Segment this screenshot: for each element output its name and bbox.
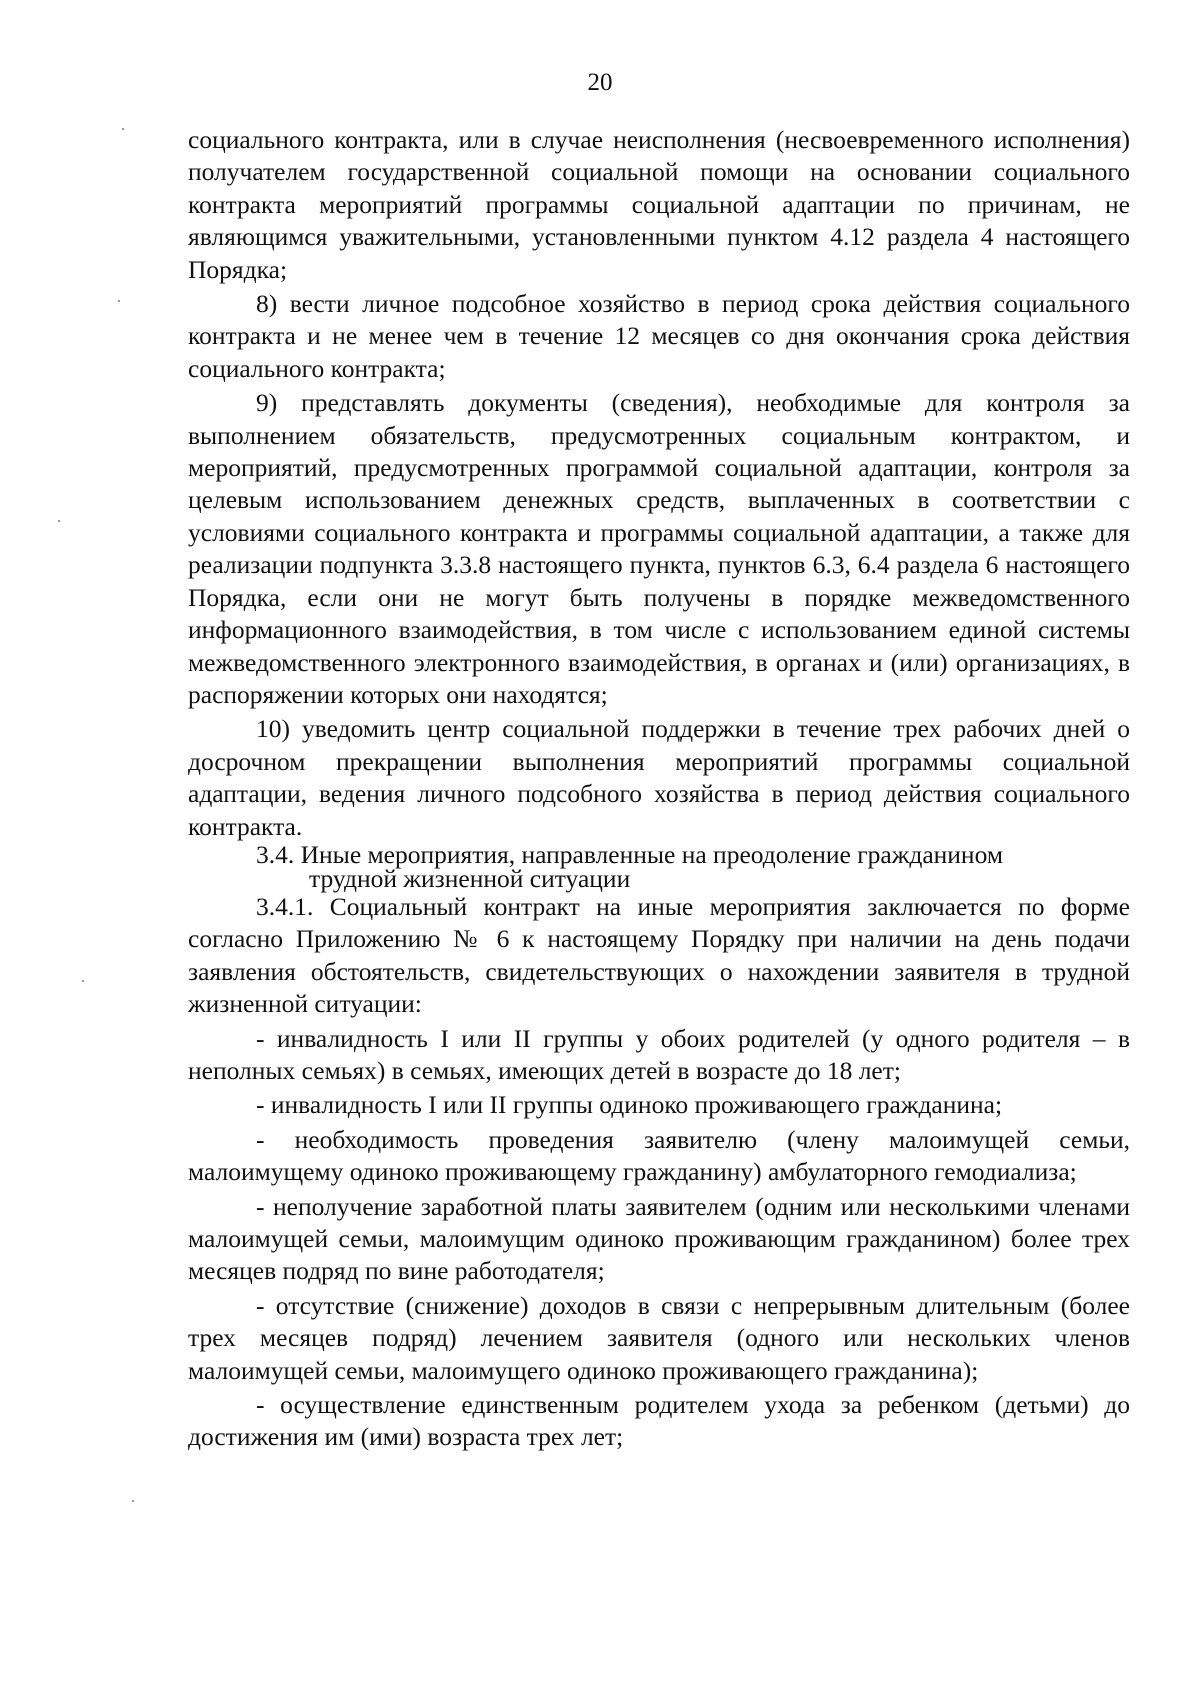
paragraph-item-9: 9) представлять документы (сведения), необходимые для контроля за выполнением обязательств, предусмотренных социальным контрактом, и мероприятий, предусмотренных программой социальной адаптации, контроля за целевым использованием денежных средств, выплаченных в соответствии с условиями социального контракта и программы социальной адаптации, а также для реализации подпункта 3.3.8 настоящего пункта, пунктов 6.3, 6.4 раздела 6 настоящего Порядка, если они не могут быть получены в порядке межведомственного информационного взаимодействия, в том числе с использованием единой системы межведомственного электронного взаимодействия, в органах и (или) организациях, в распоряжении которых они находятся;: [188, 388, 1130, 709]
scan-speck: [132, 1500, 134, 1502]
list-item: - необходимость проведения заявителю (члену малоимущей семьи, малоимущему одиноко проживающему гражданину) амбулаторного гемодиализа;: [188, 1124, 1130, 1187]
list-item: - инвалидность I или II группы одиноко проживающего гражданина;: [256, 1090, 1003, 1120]
page-number: 20: [587, 69, 613, 96]
list-item: - отсутствие (снижение) доходов в связи с непрерывным длительным (более трех месяцев подряд) лечением заявителя (одного или нескольких членов малоимущей семьи, малоимущего одиноко проживающего гражданина);: [188, 1290, 1130, 1385]
paragraph-continuation: социального контракта, или в случае неисполнения (несвоевременного исполнения) получателем государственной социальной помощи на основании социального контракта мероприятий программы социальной адаптации по причинам, не являющимся уважительными, установленными пунктом 4.12 раздела 4 настоящего Порядка;: [188, 125, 1130, 284]
scan-speck: [122, 128, 124, 130]
list-item: - осуществление единственным родителем ухода за ребенком (детьми) до достижения им (ими) возраста трех лет;: [188, 1390, 1130, 1452]
section-heading: [188, 839, 1130, 893]
document-body: [188, 124, 1130, 1454]
scan-speck: [58, 520, 60, 522]
list-item: - инвалидность I или II группы у обоих родителей (у одного родителя – в неполных семьях) в семьях, имеющих детей в возрасте до 18 лет;: [188, 1023, 1130, 1085]
section-intro: 3.4.1. Социальный контракт на иные мероприятия заключается по форме согласно Приложению № 6 к настоящему Порядку при наличии на день подачи заявления обстоятельств, свидетельствующих о нахождении заявителя в трудной жизненной ситуации:: [188, 891, 1130, 1019]
scan-speck: [118, 300, 120, 302]
paragraph-item-10: 10) уведомить центр социальной поддержки в течение трех рабочих дней о досрочном прекращении выполнения мероприятий программы социальной адаптации, ведения личного подсобного хозяйства в период действия социального контракта.: [188, 714, 1130, 841]
scan-speck: [82, 980, 84, 982]
list-item: - неполучение заработной платы заявителем (одним или несколькими членами малоимущей семьи, малоимущим одиноко проживающим гражданином) более трех месяцев подряд по вине работодателя;: [188, 1191, 1130, 1286]
section-heading-line1: 3.4. Иные мероприятия, направленные на преодоление гражданином: [256, 839, 1003, 869]
section-heading-line2: трудной жизненной ситуации: [309, 863, 631, 893]
paragraph-item-8: 8) вести личное подсобное хозяйство в период срока действия социального контракта и не менее чем в течение 12 месяцев со дня окончания срока действия социального контракта;: [188, 289, 1130, 383]
